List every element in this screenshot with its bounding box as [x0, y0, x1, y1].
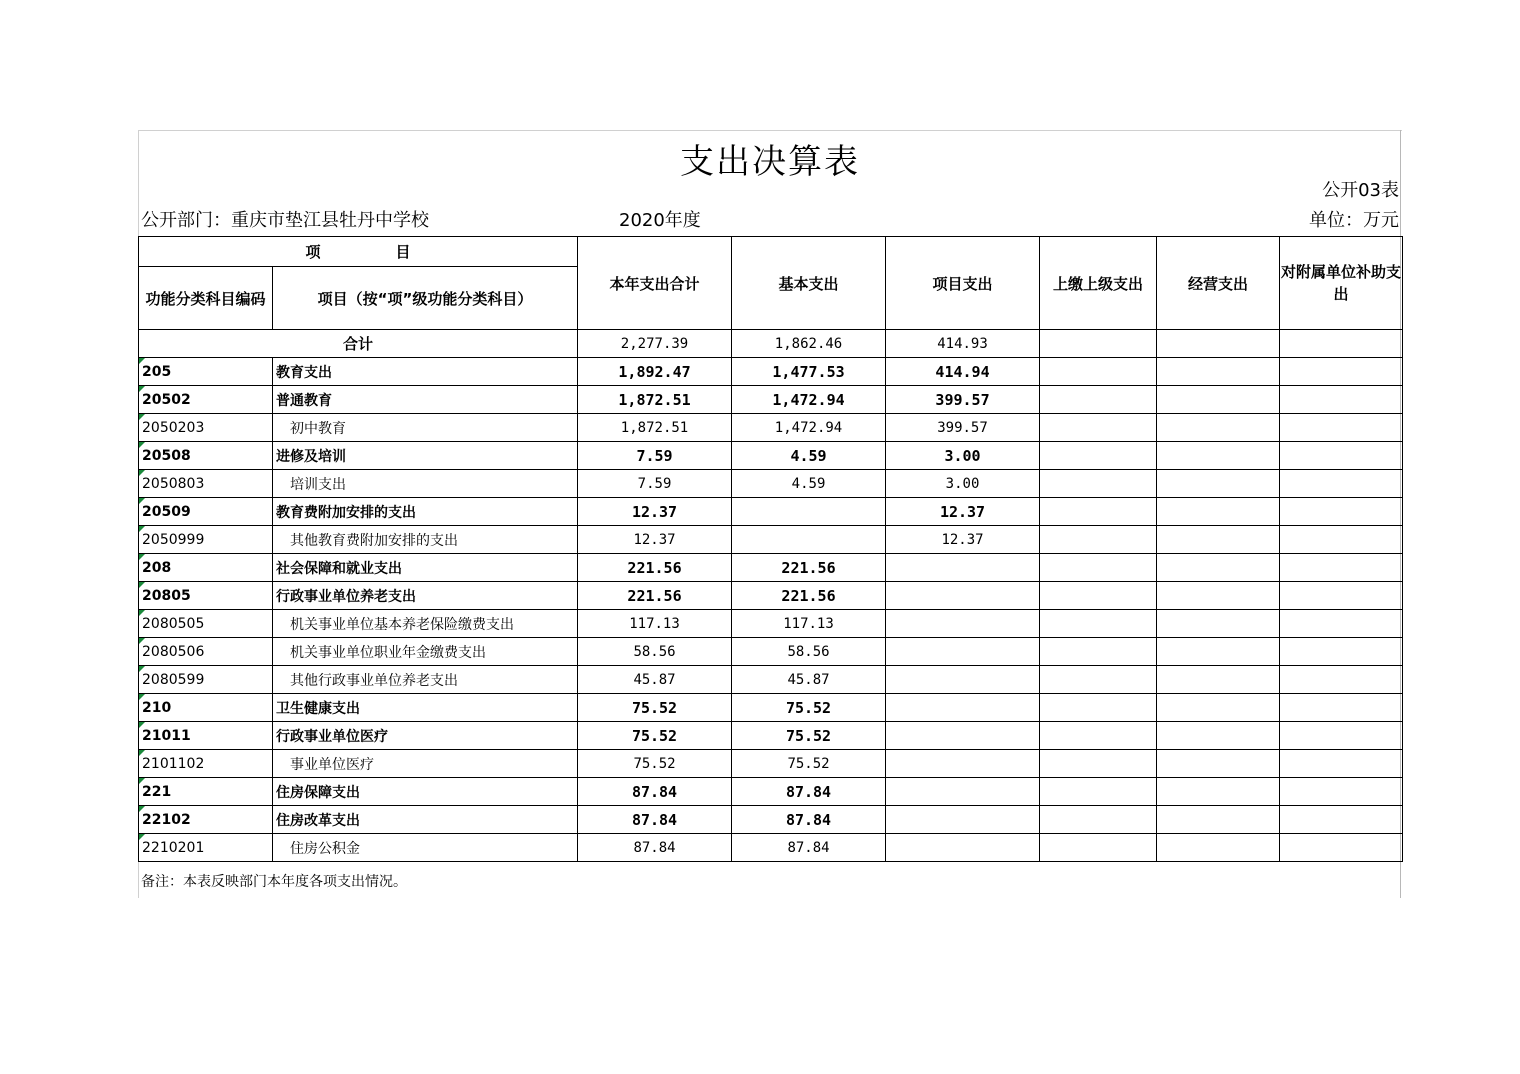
table-row [139, 470, 1403, 498]
cell-project [886, 694, 1040, 722]
cell-business [1157, 414, 1280, 442]
cell-basic: 75.52 [732, 694, 886, 722]
total-row [139, 330, 1403, 358]
cell-upper [1040, 722, 1157, 750]
table-row [139, 806, 1403, 834]
total-label: 合计 [139, 330, 578, 358]
cell-basic [732, 526, 886, 554]
cell-code: 20509 [139, 498, 273, 526]
cell-name: 社会保障和就业支出 [273, 554, 578, 582]
cell-business [1157, 358, 1280, 386]
table-row [139, 666, 1403, 694]
table-row [139, 722, 1403, 750]
cell-subsidy [1280, 442, 1403, 470]
cell-upper [1040, 806, 1157, 834]
cell-code: 2050203 [139, 414, 273, 442]
cell-upper [1040, 526, 1157, 554]
total-cell-business [1157, 330, 1280, 358]
cell-code: 20508 [139, 442, 273, 470]
cell-upper [1040, 358, 1157, 386]
cell-project [886, 554, 1040, 582]
cell-upper [1040, 750, 1157, 778]
cell-name: 其他教育费附加安排的支出 [273, 526, 578, 554]
footnote: 备注：本表反映部门本年度各项支出情况。 [141, 874, 407, 890]
cell-basic: 75.52 [732, 750, 886, 778]
cell-basic: 221.56 [732, 582, 886, 610]
unit-label: 单位：万元 [1309, 210, 1399, 231]
cell-subsidy [1280, 750, 1403, 778]
table-row [139, 386, 1403, 414]
cell-code: 2210201 [139, 834, 273, 862]
cell-basic: 1,472.94 [732, 386, 886, 414]
cell-total: 87.84 [578, 834, 732, 862]
cell-project [886, 750, 1040, 778]
cell-business [1157, 582, 1280, 610]
sheet-border-top [138, 130, 1402, 131]
total-cell-project: 414.93 [886, 330, 1040, 358]
cell-total: 12.37 [578, 526, 732, 554]
cell-subsidy [1280, 582, 1403, 610]
cell-name: 初中教育 [273, 414, 578, 442]
cell-business [1157, 834, 1280, 862]
cell-code: 20805 [139, 582, 273, 610]
report-title: 支出决算表 [680, 142, 860, 182]
cell-project [886, 582, 1040, 610]
cell-code: 2050803 [139, 470, 273, 498]
table-row [139, 750, 1403, 778]
cell-code: 2080506 [139, 638, 273, 666]
cell-business [1157, 498, 1280, 526]
table-row [139, 498, 1403, 526]
cell-subsidy [1280, 806, 1403, 834]
cell-name: 行政事业单位医疗 [273, 722, 578, 750]
cell-name: 事业单位医疗 [273, 750, 578, 778]
cell-basic: 4.59 [732, 470, 886, 498]
cell-name: 行政事业单位养老支出 [273, 582, 578, 610]
table-row [139, 610, 1403, 638]
cell-basic: 4.59 [732, 442, 886, 470]
cell-upper [1040, 666, 1157, 694]
cell-upper [1040, 834, 1157, 862]
cell-total: 87.84 [578, 806, 732, 834]
header-project: 项目支出 [886, 237, 1040, 330]
cell-business [1157, 638, 1280, 666]
table-row [139, 442, 1403, 470]
cell-subsidy [1280, 638, 1403, 666]
cell-name: 机关事业单位基本养老保险缴费支出 [273, 610, 578, 638]
cell-project: 414.94 [886, 358, 1040, 386]
cell-project: 3.00 [886, 442, 1040, 470]
cell-code: 208 [139, 554, 273, 582]
header-code: 功能分类科目编码 [139, 267, 273, 330]
cell-project [886, 610, 1040, 638]
cell-basic: 87.84 [732, 834, 886, 862]
cell-name: 住房公积金 [273, 834, 578, 862]
header-basic: 基本支出 [732, 237, 886, 330]
cell-name: 住房改革支出 [273, 806, 578, 834]
cell-name: 卫生健康支出 [273, 694, 578, 722]
cell-basic: 117.13 [732, 610, 886, 638]
cell-upper [1040, 610, 1157, 638]
cell-subsidy [1280, 694, 1403, 722]
cell-project [886, 778, 1040, 806]
cell-project [886, 834, 1040, 862]
total-cell-upper [1040, 330, 1157, 358]
cell-code: 2050999 [139, 526, 273, 554]
cell-subsidy [1280, 414, 1403, 442]
cell-total: 117.13 [578, 610, 732, 638]
cell-name: 其他行政事业单位养老支出 [273, 666, 578, 694]
table-row [139, 554, 1403, 582]
cell-total: 221.56 [578, 554, 732, 582]
cell-total: 12.37 [578, 498, 732, 526]
cell-subsidy [1280, 666, 1403, 694]
cell-total: 1,872.51 [578, 414, 732, 442]
cell-subsidy [1280, 554, 1403, 582]
cell-project [886, 722, 1040, 750]
cell-upper [1040, 498, 1157, 526]
cell-business [1157, 778, 1280, 806]
expenditure-table [138, 236, 1403, 862]
cell-basic: 45.87 [732, 666, 886, 694]
cell-subsidy [1280, 498, 1403, 526]
table-row [139, 358, 1403, 386]
cell-subsidy [1280, 610, 1403, 638]
cell-upper [1040, 470, 1157, 498]
cell-code: 2101102 [139, 750, 273, 778]
cell-subsidy [1280, 722, 1403, 750]
cell-total: 7.59 [578, 442, 732, 470]
cell-business [1157, 610, 1280, 638]
table-row [139, 778, 1403, 806]
cell-project: 12.37 [886, 526, 1040, 554]
cell-business [1157, 806, 1280, 834]
total-cell-total: 2,277.39 [578, 330, 732, 358]
form-number: 公开03表 [1322, 180, 1399, 201]
cell-total: 75.52 [578, 694, 732, 722]
cell-basic: 87.84 [732, 778, 886, 806]
cell-basic [732, 498, 886, 526]
cell-subsidy [1280, 834, 1403, 862]
cell-project: 399.57 [886, 386, 1040, 414]
cell-upper [1040, 582, 1157, 610]
cell-upper [1040, 554, 1157, 582]
cell-project [886, 638, 1040, 666]
cell-code: 210 [139, 694, 273, 722]
header-total: 本年支出合计 [578, 237, 732, 330]
cell-subsidy [1280, 778, 1403, 806]
cell-business [1157, 442, 1280, 470]
cell-business [1157, 526, 1280, 554]
cell-subsidy [1280, 526, 1403, 554]
cell-code: 20502 [139, 386, 273, 414]
cell-name: 普通教育 [273, 386, 578, 414]
cell-business [1157, 554, 1280, 582]
cell-project [886, 666, 1040, 694]
cell-business [1157, 694, 1280, 722]
cell-subsidy [1280, 386, 1403, 414]
cell-project [886, 806, 1040, 834]
cell-basic: 75.52 [732, 722, 886, 750]
cell-basic: 221.56 [732, 554, 886, 582]
cell-total: 1,872.51 [578, 386, 732, 414]
cell-name: 进修及培训 [273, 442, 578, 470]
cell-basic: 1,477.53 [732, 358, 886, 386]
cell-basic: 58.56 [732, 638, 886, 666]
cell-upper [1040, 638, 1157, 666]
cell-name: 培训支出 [273, 470, 578, 498]
cell-total: 45.87 [578, 666, 732, 694]
cell-basic: 87.84 [732, 806, 886, 834]
table-row [139, 638, 1403, 666]
cell-code: 22102 [139, 806, 273, 834]
cell-total: 7.59 [578, 470, 732, 498]
cell-total: 58.56 [578, 638, 732, 666]
cell-upper [1040, 442, 1157, 470]
cell-total: 75.52 [578, 722, 732, 750]
cell-code: 2080505 [139, 610, 273, 638]
table-row [139, 526, 1403, 554]
cell-business [1157, 750, 1280, 778]
total-cell-basic: 1,862.46 [732, 330, 886, 358]
cell-total: 1,892.47 [578, 358, 732, 386]
cell-code: 221 [139, 778, 273, 806]
cell-business [1157, 666, 1280, 694]
table-row [139, 834, 1403, 862]
table-row [139, 414, 1403, 442]
cell-upper [1040, 414, 1157, 442]
cell-total: 87.84 [578, 778, 732, 806]
cell-business [1157, 722, 1280, 750]
cell-project: 3.00 [886, 470, 1040, 498]
table-row [139, 582, 1403, 610]
header-name: 项目（按“项”级功能分类科目） [273, 267, 578, 330]
cell-subsidy [1280, 358, 1403, 386]
cell-code: 21011 [139, 722, 273, 750]
cell-code: 205 [139, 358, 273, 386]
cell-name: 教育费附加安排的支出 [273, 498, 578, 526]
table-row [139, 694, 1403, 722]
cell-project: 12.37 [886, 498, 1040, 526]
cell-name: 住房保障支出 [273, 778, 578, 806]
cell-project: 399.57 [886, 414, 1040, 442]
cell-total: 221.56 [578, 582, 732, 610]
cell-business [1157, 470, 1280, 498]
cell-upper [1040, 386, 1157, 414]
header-project-group: 项 目 [139, 237, 578, 267]
header-subsidy: 对附属单位补助支出 [1280, 237, 1403, 330]
cell-upper [1040, 778, 1157, 806]
cell-subsidy [1280, 470, 1403, 498]
department-label: 公开部门：重庆市垫江县牡丹中学校 [141, 210, 429, 231]
fiscal-year: 2020年度 [619, 210, 701, 231]
cell-code: 2080599 [139, 666, 273, 694]
cell-name: 教育支出 [273, 358, 578, 386]
cell-business [1157, 386, 1280, 414]
header-upper: 上缴上级支出 [1040, 237, 1157, 330]
cell-upper [1040, 694, 1157, 722]
total-cell-subsidy [1280, 330, 1403, 358]
header-business: 经营支出 [1157, 237, 1280, 330]
cell-name: 机关事业单位职业年金缴费支出 [273, 638, 578, 666]
table-body [139, 330, 1403, 862]
cell-total: 75.52 [578, 750, 732, 778]
cell-basic: 1,472.94 [732, 414, 886, 442]
